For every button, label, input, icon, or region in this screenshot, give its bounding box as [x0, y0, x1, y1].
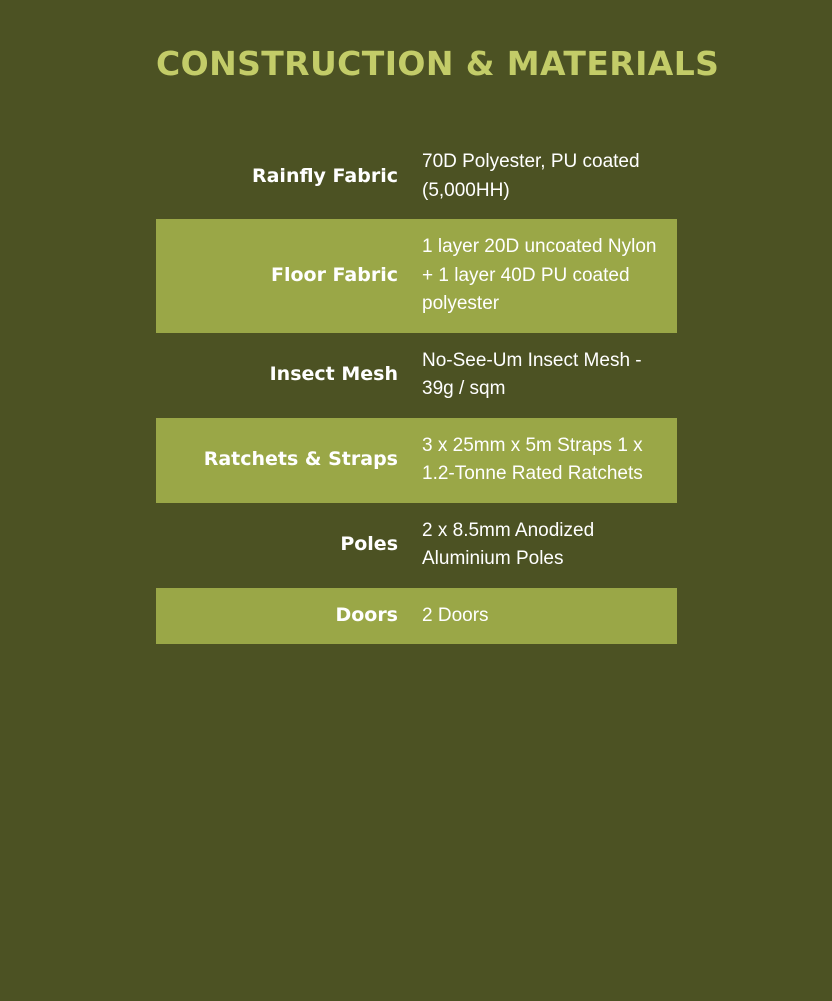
page-title: CONSTRUCTION & MATERIALS	[156, 44, 720, 83]
spec-label: Rainfly Fabric	[251, 164, 398, 187]
spec-value	[416, 418, 677, 503]
spec-value	[416, 588, 677, 645]
table-row	[156, 219, 677, 333]
table-row	[156, 588, 677, 645]
spec-label: Insect Mesh	[269, 363, 398, 386]
table-row	[156, 134, 677, 219]
spec-value-text: 2 Doors	[422, 604, 489, 626]
spec-value	[416, 333, 677, 418]
spec-label: Floor Fabric	[270, 263, 398, 286]
spec-value-text: 3 x 25mm x 5m Straps 1 x 1.2-Tonne Rated Ratchets	[422, 434, 643, 484]
spec-label: Poles	[340, 533, 398, 556]
spec-value	[416, 134, 677, 219]
spec-value	[416, 503, 677, 588]
table-row	[156, 503, 677, 588]
table-row	[156, 333, 677, 418]
spec-value-text: 1 layer 20D uncoated Nylon + 1 layer 40D PU coated polyester	[422, 236, 657, 314]
spec-value-text: 2 x 8.5mm Anodized Aluminium Poles	[422, 519, 595, 569]
spec-value	[416, 219, 677, 333]
spec-value-text: No-See-Um Insect Mesh - 39g / sqm	[422, 349, 642, 399]
spec-label: Doors	[335, 603, 398, 626]
table-row	[156, 418, 677, 503]
specifications-table	[156, 134, 677, 644]
spec-label: Ratchets & Straps	[203, 448, 398, 471]
spec-value-text: 70D Polyester, PU coated (5,000HH)	[422, 151, 640, 201]
